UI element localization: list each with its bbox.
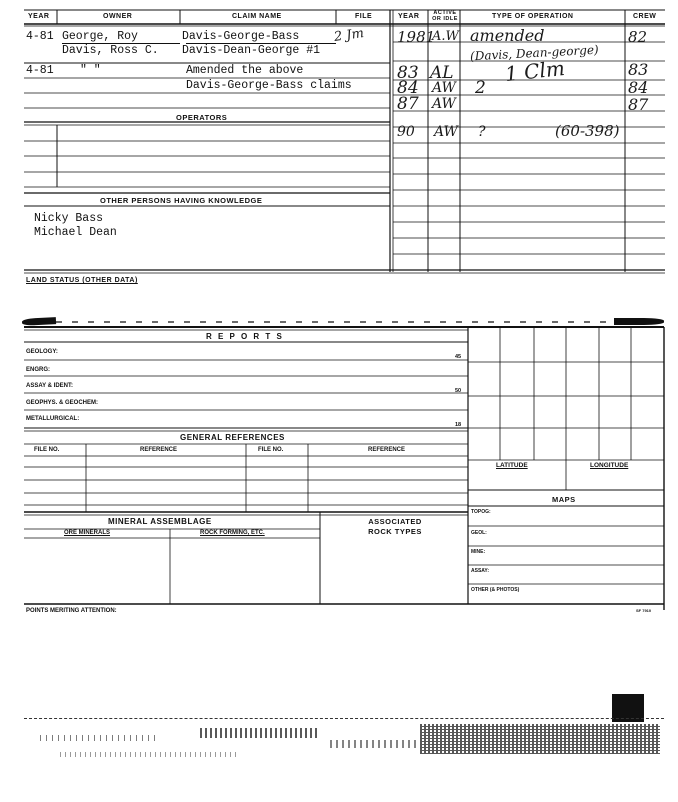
claim-owner: Davis, Ross C. — [62, 44, 159, 57]
header-claim-name: CLAIM NAME — [232, 13, 282, 20]
op-type: (Davis, Dean-george) — [469, 42, 600, 64]
reports-grid — [0, 300, 678, 610]
form-code: SF 7910 — [636, 608, 652, 613]
op-reference: (60-398) — [555, 122, 620, 140]
latitude-label: LATITUDE — [496, 462, 528, 469]
general-references-title: GENERAL REFERENCES — [180, 433, 285, 442]
land-status-label: LAND STATUS (OTHER DATA) — [26, 277, 138, 284]
rock-forming-label: ROCK FORMING, ETC. — [200, 530, 265, 536]
op-year: 84 — [397, 78, 419, 98]
scan-noise — [40, 735, 160, 741]
op-year: 83 — [397, 63, 419, 83]
maps-title: MAPS — [552, 495, 576, 504]
op-type: ? — [478, 124, 486, 140]
scan-noise-line — [24, 718, 664, 721]
header-active-idle: ACTIVE OR IDLE — [432, 10, 458, 22]
header-type-of-operation: TYPE OF OPERATION — [492, 13, 574, 20]
other-persons-header: OTHER PERSONS HAVING KNOWLEDGE — [100, 196, 263, 205]
report-label: GEOPHYS. & GEOCHEM: — [26, 400, 99, 406]
header-owner: OWNER — [103, 13, 133, 20]
op-crew: 87 — [628, 95, 649, 114]
op-type: 1 Clm — [503, 55, 566, 87]
scan-noise — [200, 728, 320, 738]
gr-col-file-no: FILE NO. — [34, 447, 60, 453]
maps-row: GEOL: — [471, 530, 487, 536]
op-crew: 82 — [628, 28, 648, 46]
op-active: AW — [432, 96, 456, 112]
header-crew: CREW — [633, 13, 657, 20]
scan-noise — [60, 752, 240, 757]
report-number: 18 — [455, 422, 462, 428]
op-year: 90 — [397, 124, 415, 140]
reports-title: R E P O R T S — [206, 332, 284, 341]
scan-noise — [420, 724, 660, 754]
gr-col-file-no-2: FILE NO. — [258, 447, 284, 453]
maps-row: TOPOG: — [471, 509, 491, 515]
maps-row: ASSAY: — [471, 568, 490, 574]
op-active: A.W — [432, 29, 459, 44]
maps-row: OTHER (& PHOTOS) — [471, 587, 520, 593]
op-active: AW — [434, 124, 458, 140]
report-label: METALLURGICAL: — [26, 416, 80, 422]
op-year: 1981 — [397, 28, 436, 46]
scan-noise — [330, 740, 420, 748]
op-crew: 83 — [628, 60, 649, 79]
op-type: amended — [470, 26, 545, 45]
longitude-label: LONGITUDE — [590, 462, 629, 469]
header-file: FILE — [355, 13, 373, 20]
claim-owner: George, Roy — [62, 30, 138, 43]
other-person: Nicky Bass — [34, 212, 104, 225]
claim-year: 4-81 — [26, 64, 54, 77]
report-label: ENGRG: — [26, 367, 50, 373]
op-active: AW — [432, 80, 456, 96]
op-active: AL — [430, 63, 454, 83]
gr-col-reference: REFERENCE — [140, 447, 178, 453]
claim-owner: " " — [80, 64, 101, 77]
report-label: ASSAY & IDENT: — [26, 383, 74, 389]
ore-minerals-label: ORE MINERALS — [64, 530, 111, 536]
claim-name: Davis-Dean-George #1 — [182, 44, 321, 57]
claim-name: Davis-George-Bass claims — [186, 79, 352, 92]
maps-row: MINE: — [471, 549, 486, 555]
operators-header: OPERATORS — [176, 113, 228, 122]
associated-rock-types: ASSOCIATED ROCK TYPES — [368, 517, 422, 536]
other-person: Michael Dean — [34, 226, 117, 239]
op-crew: 84 — [628, 78, 649, 97]
op-year: 87 — [397, 94, 419, 114]
claim-name: Amended the above — [186, 64, 304, 77]
report-label: GEOLOGY: — [26, 349, 58, 355]
mineral-assemblage-title: MINERAL ASSEMBLAGE — [108, 517, 212, 526]
claim-name: Davis-George-Bass — [182, 30, 300, 43]
header-year-2: YEAR — [398, 13, 420, 20]
gr-col-reference-2: REFERENCE — [368, 447, 406, 453]
file-handwritten: 2 Jm — [333, 25, 365, 46]
claim-year: 4-81 — [26, 30, 54, 43]
report-number: 45 — [455, 354, 462, 360]
op-type: 2 — [475, 78, 486, 98]
header-year: YEAR — [28, 13, 50, 20]
points-meriting-label: POINTS MERITING ATTENTION: — [26, 608, 117, 614]
report-number: 50 — [455, 388, 462, 394]
